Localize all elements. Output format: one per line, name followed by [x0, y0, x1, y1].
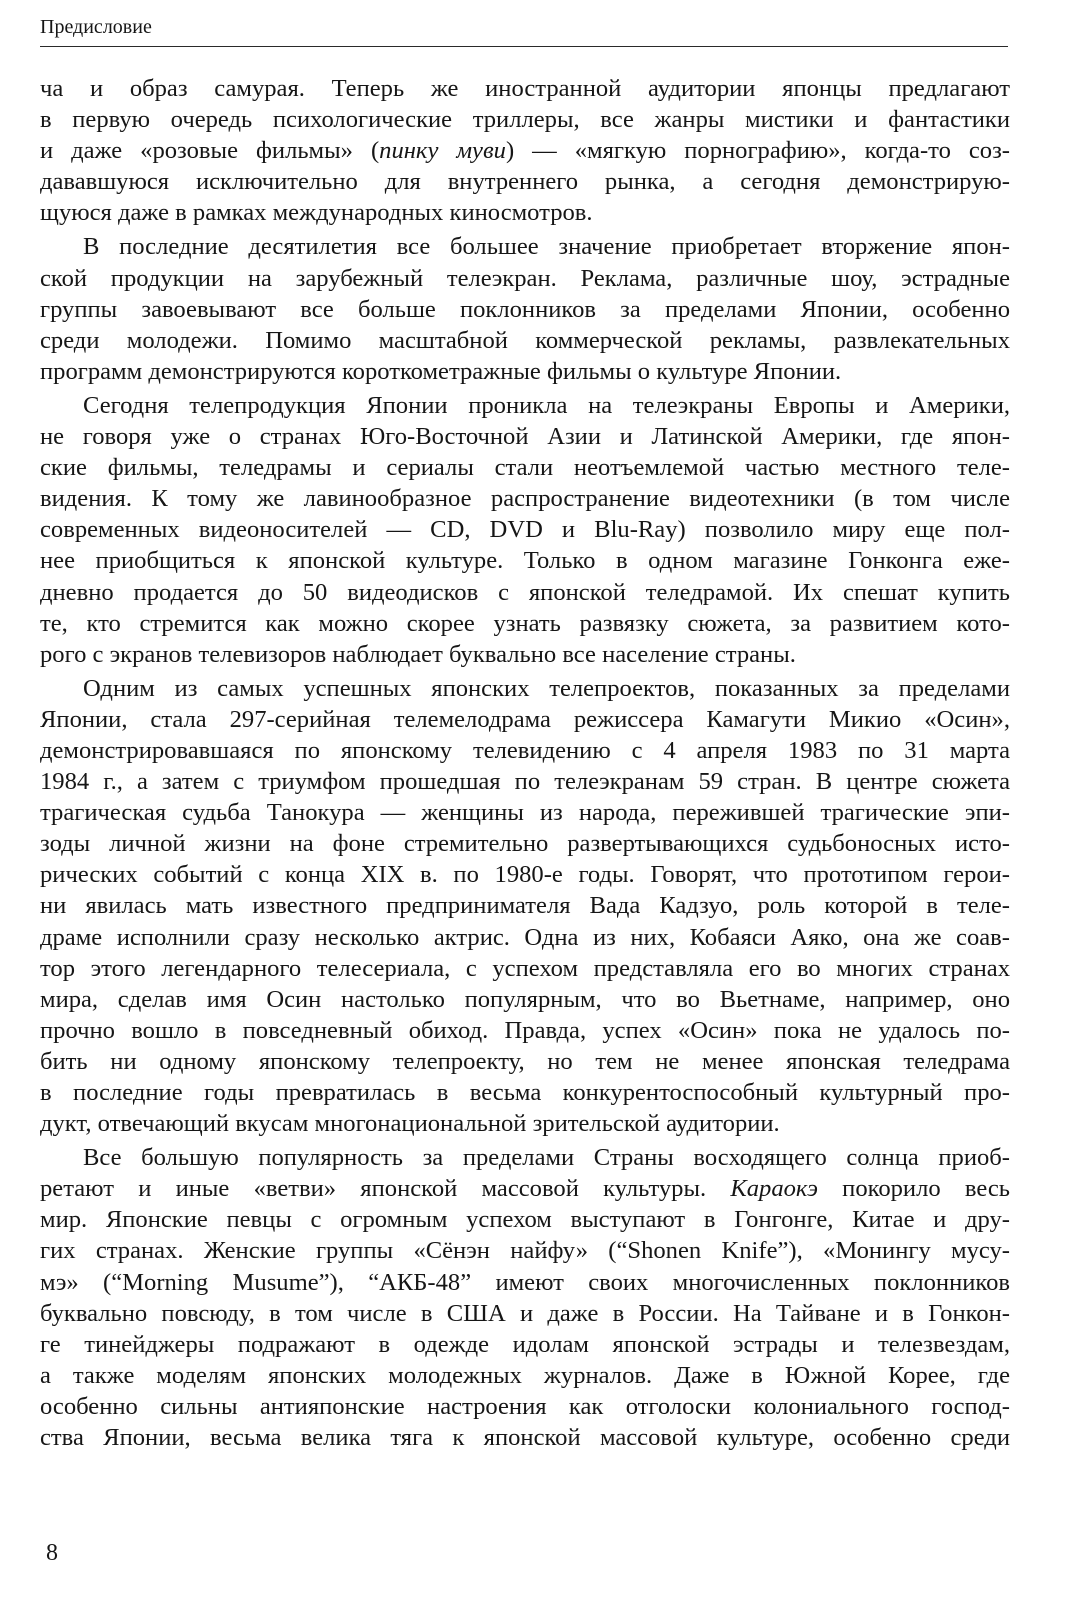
text-line: трагическая судьба Танокура — женщины из народа, пережившей трагические эпи-	[40, 799, 1010, 827]
paragraph	[40, 1142, 1010, 1453]
text-line: бить ни одному японскому телепроекту, но тем не менее японская теледрама	[40, 1047, 1010, 1075]
paragraph	[40, 231, 1010, 386]
text-line: а также моделям японских молодежных журналов. Даже в Южной Корее, где	[40, 1361, 1010, 1389]
text-line: Сегодня телепродукция Японии проникла на телеэкраны Европы и Америки,	[83, 391, 1010, 419]
header-rule	[40, 46, 1008, 47]
text-line: Японии, стала 297-серийная телемелодрама режиссера Камагути Микио «Осин»,	[40, 705, 1010, 733]
text-line: среди молодежи. Помимо масштабной коммерческой рекламы, развлекательных	[40, 326, 1010, 354]
text-line: прочно вошло в повседневный обиход. Правда, успех «Осин» пока не удалось по-	[40, 1016, 1010, 1044]
text-line: Одним из самых успешных японских телепроектов, показанных за пределами	[83, 674, 1010, 702]
text-line: рических событий с конца XIX в. по 1980-е годы. Говорят, что прототипом герои-	[40, 861, 1010, 889]
text-line: щуюся даже в рамках международных киносмотров.	[40, 199, 593, 227]
text-line: группы завоевывают все больше поклонников за пределами Японии, особенно	[40, 295, 1010, 323]
running-head: Предисловие	[40, 16, 152, 38]
text-line: ские фильмы, теледрамы и сериалы стали неотъемлемой частью местного теле-	[40, 454, 1010, 482]
text-line: видения. К тому же лавинообразное распространение видеотехники (в том числе	[40, 485, 1010, 513]
text-line: ни явилась мать известного предпринимателя Вада Кадзуо, роль которой в теле-	[40, 892, 1010, 920]
text-line: В последние десятилетия все большее значение приобретает вторжение япон-	[83, 233, 1010, 261]
text-line: буквально повсюду, в том числе в США и даже в России. На Тайване и в Гонкон-	[40, 1299, 1010, 1327]
body-text	[40, 73, 1010, 1453]
text-line: ге тинейджеры подражают в одежде идолам японской эстрады и телезвездам,	[40, 1330, 1010, 1358]
text-line: нее приобщиться к японской культуре. Только в одном магазине Гонконга еже-	[40, 547, 1010, 575]
text-line: тор этого легендарного телесериала, с успехом представляла его во многих странах	[40, 954, 1010, 982]
paragraph	[40, 73, 1010, 228]
paragraph	[40, 673, 1010, 1139]
text-line: дукт, отвечающий вкусам многонациональной зрительской аудитории.	[40, 1110, 780, 1138]
text-line: ства Японии, весьма велика тяга к японской массовой культуре, особенно среди	[40, 1424, 1010, 1452]
text-line: мира, сделав имя Осин настолько популярным, что во Вьетнаме, например, оно	[40, 985, 1010, 1013]
text-line: драме исполнили сразу несколько актрис. Одна из них, Кобаяси Аяко, она же соав-	[40, 923, 1010, 951]
text-line: мэ» (“Morning Musume”), “АКБ-48” имеют своих многочисленных поклонников	[40, 1268, 1010, 1296]
text-line: дававшуюся исключительно для внутреннего рынка, а сегодня демонстрирую-	[40, 168, 1010, 196]
text-line: современных видеоносителей — CD, DVD и Blu-Ray) позволило миру еще пол-	[40, 516, 1010, 544]
text-line: не говоря уже о странах Юго-Восточной Азии и Латинской Америки, где япон-	[40, 423, 1010, 451]
paragraph	[40, 390, 1010, 670]
text-line: и даже «розовые фильмы» (пинку муви) — «мягкую порнографию», когда-то соз-	[40, 137, 1010, 165]
text-line: гих странах. Женские группы «Сёнэн найфу» (“Shonen Knife”), «Монингу мусу-	[40, 1237, 1010, 1265]
text-line: в последние годы превратилась в весьма конкурентоспособный культурный про-	[40, 1079, 1010, 1106]
text-line: 1984 г., а затем с триумфом прошедшая по телеэкранам 59 стран. В центре сюжета	[40, 768, 1010, 796]
text-line: мир. Японские певцы с огромным успехом выступают в Гонгонге, Китае и дру-	[40, 1206, 1010, 1234]
page-number: 8	[46, 1540, 58, 1566]
text-line: дневно продается до 50 видеодисков с японской теледрамой. Их спешат купить	[40, 578, 1010, 606]
text-line: те, кто стремится как можно скорее узнать развязку сюжета, за развитием кото-	[40, 609, 1010, 637]
text-line: ча и образ самурая. Теперь же иностранной аудитории японцы предлагают	[40, 75, 1010, 102]
text-line: зоды личной жизни на фоне стремительно развертывающихся судьбоносных исто-	[40, 830, 1010, 858]
text-line: демонстрировавшаяся по японскому телевидению с 4 апреля 1983 по 31 марта	[40, 736, 1010, 764]
text-line: программ демонстрируются короткометражные фильмы о культуре Японии.	[40, 357, 842, 385]
text-line: ретают и иные «ветви» японской массовой культуры. Караокэ покорило весь	[40, 1175, 1010, 1203]
text-line: особенно сильны антияпонские настроения как отголоски колониального господ-	[40, 1392, 1010, 1420]
text-line: рого с экранов телевизоров наблюдает буквально все население страны.	[40, 640, 796, 668]
text-line: Все большую популярность за пределами Страны восходящего солнца приоб-	[83, 1144, 1010, 1172]
text-line: в первую очередь психологические триллеры, все жанры мистики и фантастики	[40, 106, 1010, 134]
text-line: ской продукции на зарубежный телеэкран. Реклама, различные шоу, эстрадные	[40, 264, 1010, 292]
